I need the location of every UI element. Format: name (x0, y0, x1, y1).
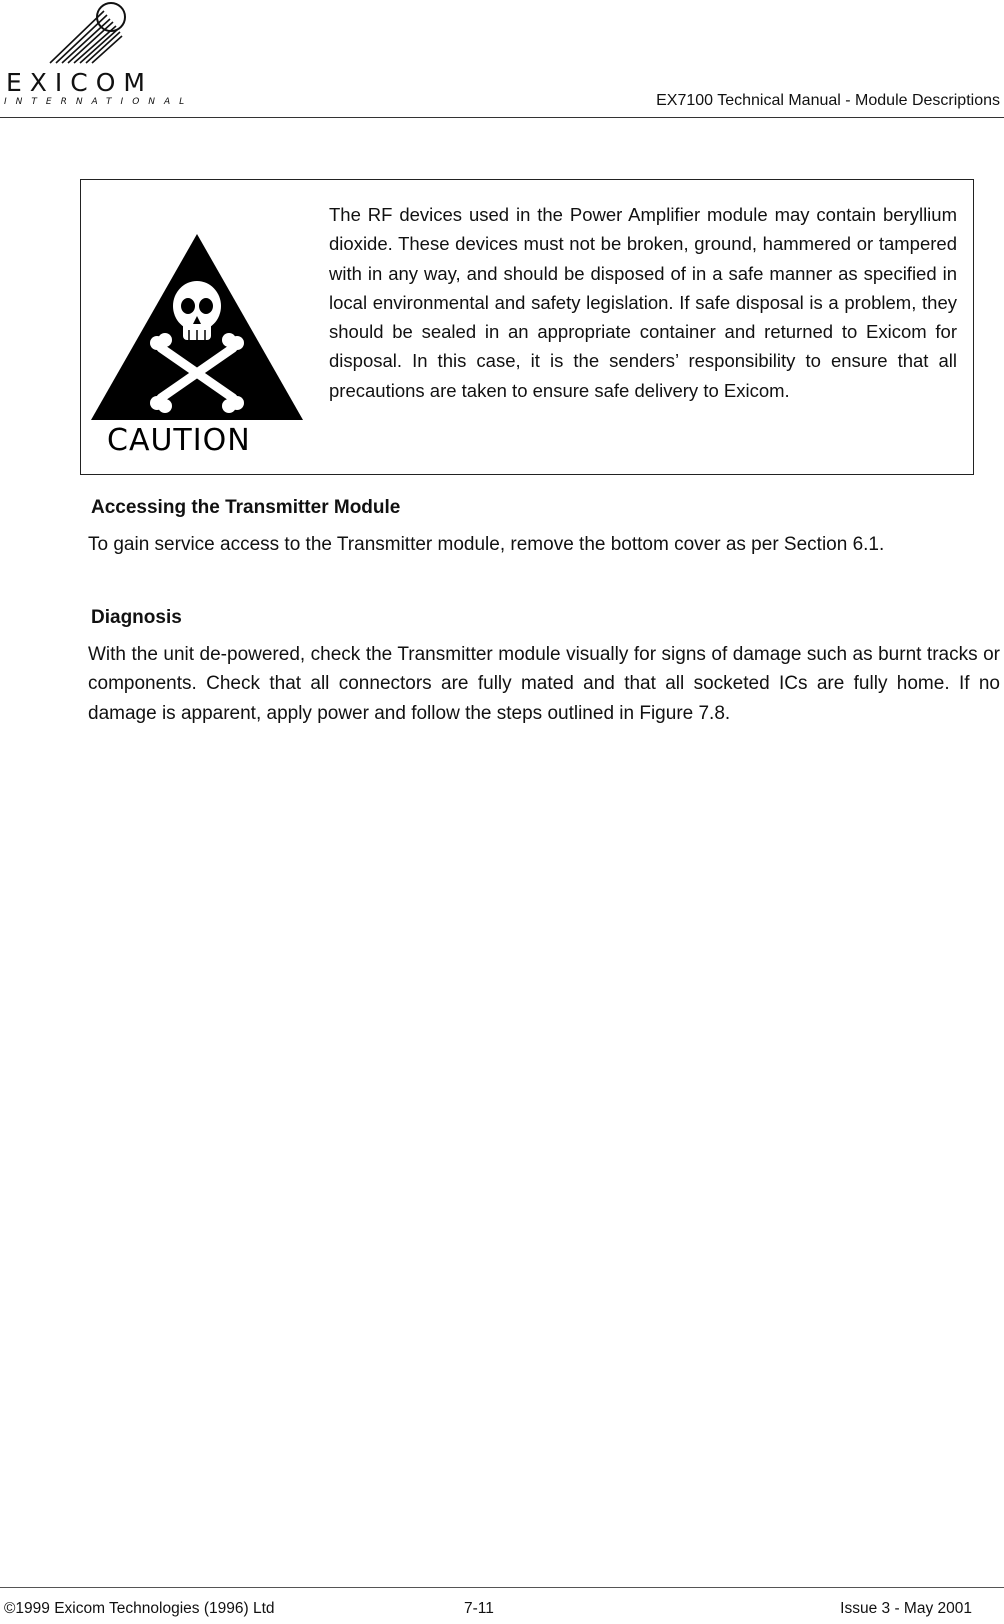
section-heading-accessing: Accessing the Transmitter Module (91, 497, 401, 518)
logo-subtitle: INTERNATIONAL (4, 97, 194, 107)
section-heading-diagnosis: Diagnosis (91, 607, 182, 628)
caution-notice (80, 179, 974, 475)
logo-globe-icon (0, 0, 175, 70)
header-divider (0, 117, 1004, 118)
caution-text: The RF devices used in the Power Amplifier module may contain beryllium dioxide. These devices must not be broken, ground, hammered or tampered with in any way, and should be disposed of in a safe manner as specified in local environmental and safety legislation. If safe disposal is a problem, they should be sealed in an appropriate container and returned to Exicom for disposal. In this case, it is the senders’ responsibility to ensure that all precautions are taken to ensure safe delivery to Exicom. (329, 204, 957, 401)
caution-icon-label: CAUTION (107, 423, 251, 458)
logo-wordmark: EXICOM (6, 68, 153, 97)
caution-skull-icon (89, 230, 305, 462)
section-body-accessing: To gain service access to the Transmitter module, remove the bottom cover as per Section 6.1. (88, 534, 885, 555)
footer-page-number: 7-11 (464, 1600, 494, 1617)
section-body-diagnosis: With the unit de-powered, check the Transmitter module visually for signs of damage such as burnt tracks or components. Check that all connectors are fully mated and that all socketed ICs are fully home. If no damage is apparent, apply power and follow the steps outlined in Figure 7.8. (88, 644, 1000, 724)
footer-copyright: ©1999 Exicom Technologies (1996) Ltd (4, 1600, 275, 1617)
exicom-logo (0, 0, 194, 112)
document-header-title: EX7100 Technical Manual - Module Descriptions (656, 92, 1000, 109)
footer-divider (0, 1587, 1004, 1588)
footer-issue: Issue 3 - May 2001 (840, 1600, 972, 1617)
